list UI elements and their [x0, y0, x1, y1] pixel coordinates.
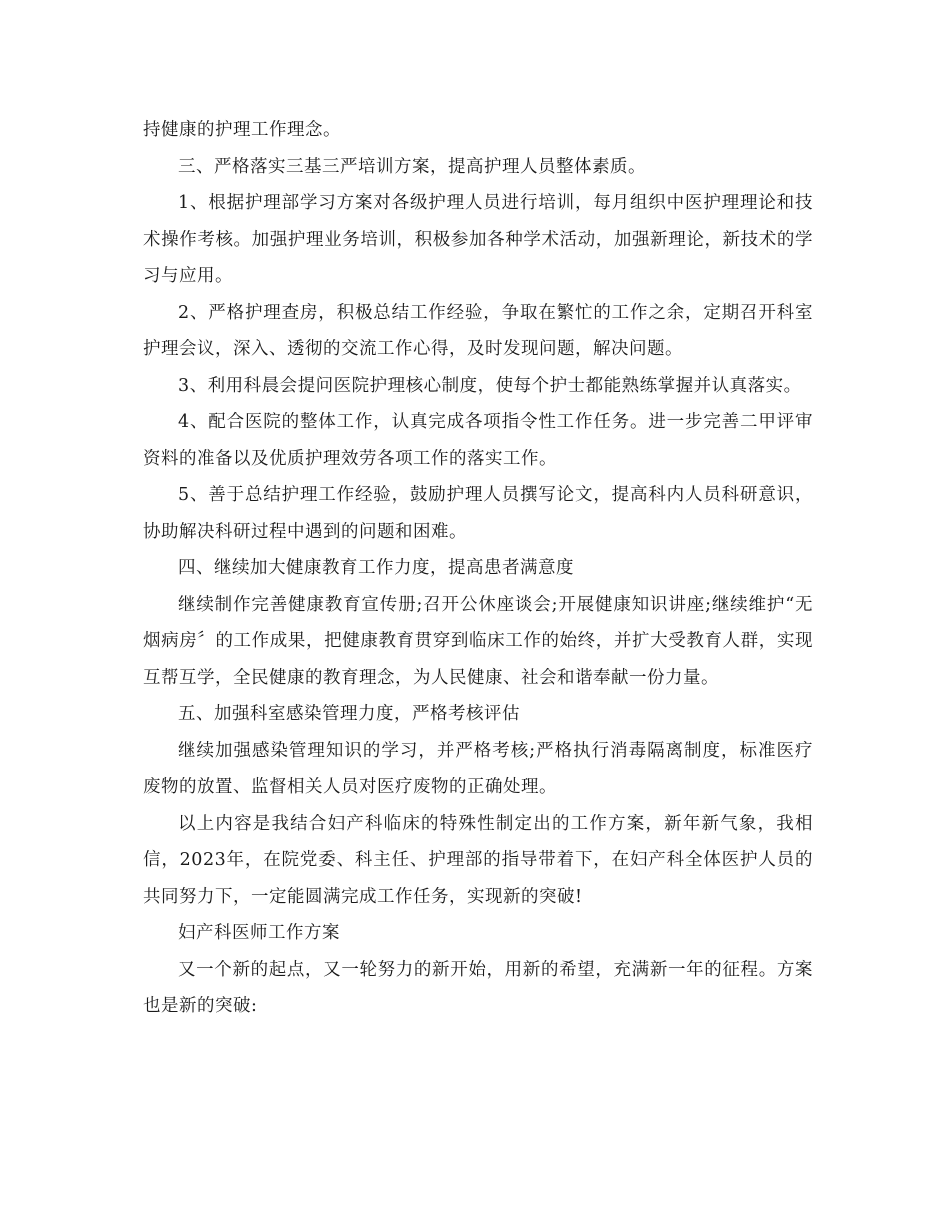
section-heading-5: 五、加强科室感染管理力度，严格考核评估 — [178, 704, 520, 724]
paragraph-intro: 又一个新的起点，又一轮努力的新开始，用新的希望，充满新一年的征程。方案也是新的突破: — [143, 959, 813, 1016]
list-item-4: 4、配合医院的整体工作，认真完成各项指令性工作任务。进一步完善二甲评审资料的准备以及优质护理效劳各项工作的落实工作。 — [143, 412, 813, 469]
document-subtitle: 妇产科医师工作方案 — [178, 923, 340, 943]
section-heading-3: 三、严格落实三基三严培训方案，提高护理人员整体素质。 — [178, 156, 646, 177]
list-item-1: 1、根据护理部学习方案对各级护理人员进行培训，每月组织中医护理理论和技术操作考核。加强护理业务培训，积极参加各种学术活动，加强新理论，新技术的学习与应用。 — [143, 193, 813, 286]
list-item-2: 2、严格护理查房，积极总结工作经验，争取在繁忙的工作之余，定期召开科室护理会议，深入、透彻的交流工作心得，及时发现问题，解决问题。 — [143, 302, 813, 359]
section-heading-4: 四、继续加大健康教育工作力度，提高患者满意度 — [178, 558, 574, 578]
paragraph-conclusion: 以上内容是我结合妇产科临床的特殊性制定出的工作方案，新年新气象，我相信，2023年，在院党委、科主任、护理部的指导带着下，在妇产科全体医护人员的共同努力下，一定能圆满完成工作任务，实现新的突破! — [143, 813, 813, 907]
list-item-3: 3、利用科晨会提问医院护理核心制度，使每个护士都能熟练掌握并认真落实。 — [178, 375, 802, 396]
paragraph-infection-management: 继续加强感染管理知识的学习，并严格考核;严格执行消毒隔离制度，标准医疗废物的放置、监督相关人员对医疗废物的正确处理。 — [143, 740, 813, 797]
paragraph-continuation: 持健康的护理工作理念。 — [143, 120, 341, 140]
document-body — [143, 112, 813, 1025]
list-item-5: 5、善于总结护理工作经验，鼓励护理人员撰写论文，提高科内人员科研意识，协助解决科研过程中遇到的问题和困难。 — [143, 485, 813, 542]
paragraph-health-education: 继续制作完善健康教育宣传册;召开公休座谈会;开展健康知识讲座;继续维护“无烟病房〞的工作成果，把健康教育贯穿到临床工作的始终，并扩大受教育人群，实现互帮互学，全民健康的教育理念，为人民健康、社会和谐奉献一份力量。 — [143, 594, 813, 688]
